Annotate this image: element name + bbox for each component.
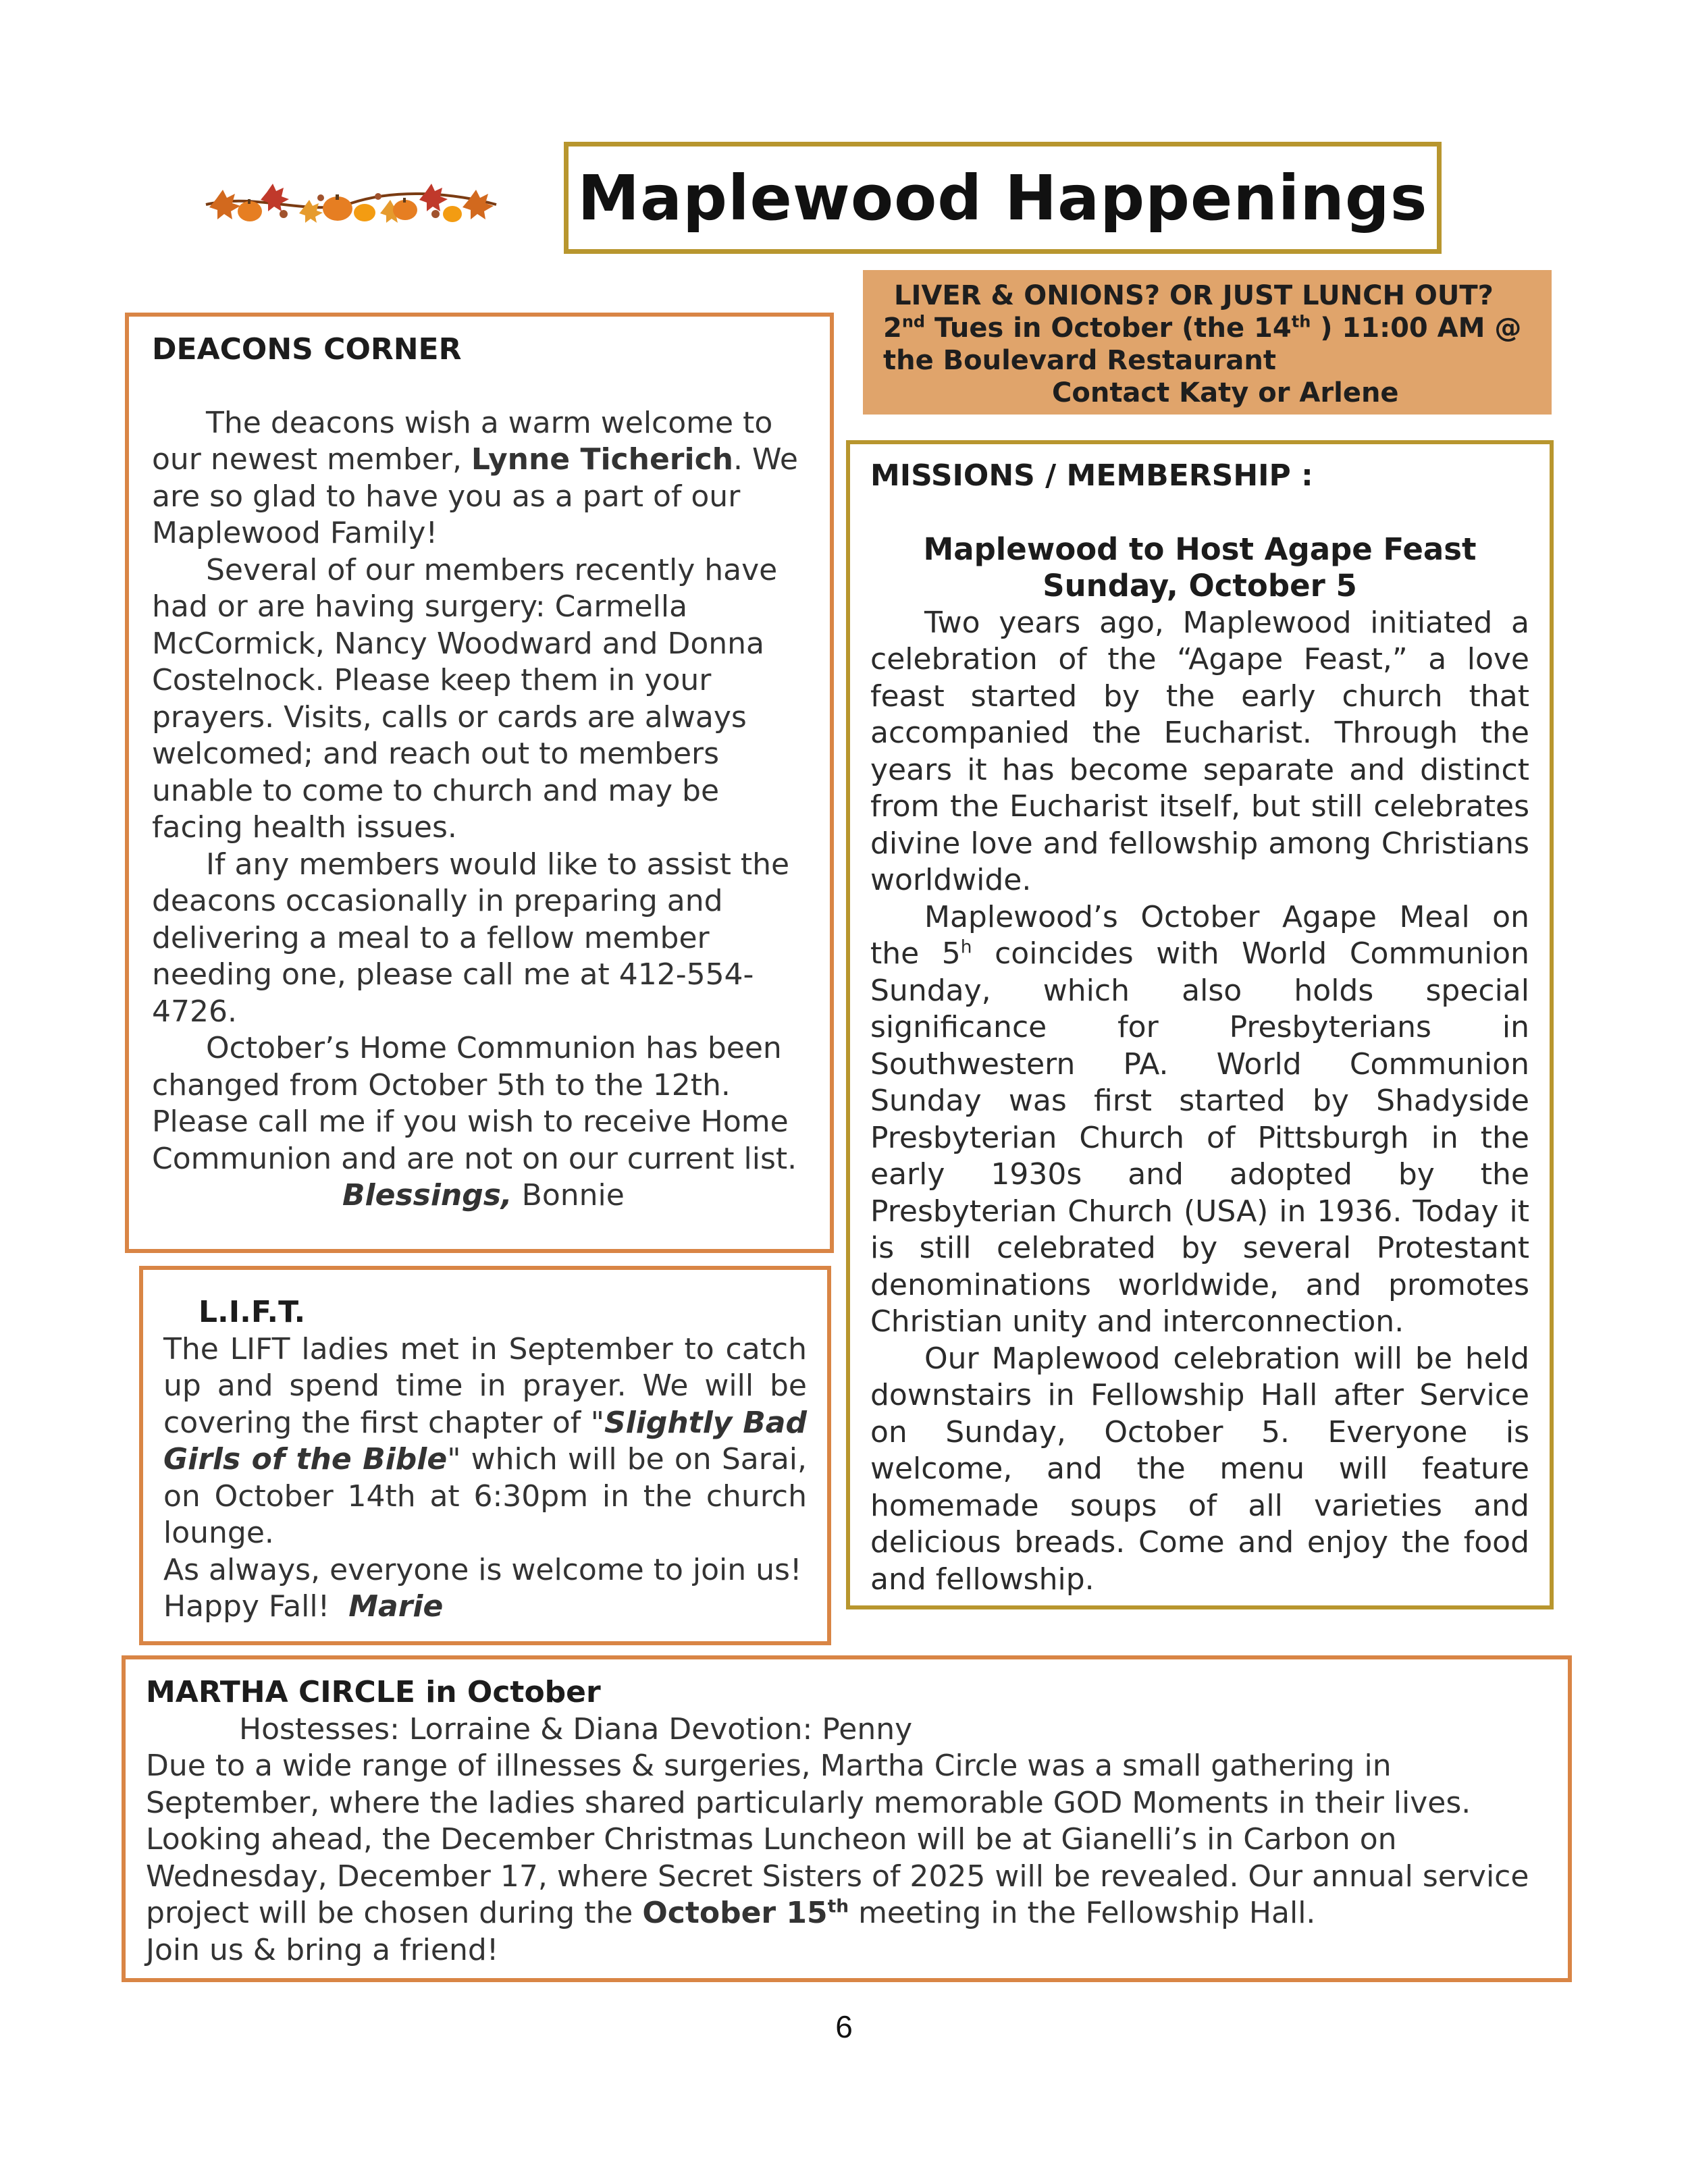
deacons-paragraph: If any members would like to assist the deacons occasionally in preparing and delivering a meal to a fellow member needing one, please call me at 412-554-4726. xyxy=(152,847,790,1029)
lunch-contact: Contact Katy or Arlene xyxy=(1052,377,1399,408)
deacons-paragraph: The deacons wish a warm welcome to our newest member, Lynne Ticherich. We are so glad to have you as a part of our Maplewood Family! xyxy=(152,405,798,550)
lift-section xyxy=(139,1266,916,1645)
lunch-line-1: LIVER & ONIONS? OR JUST LUNCH OUT? xyxy=(894,280,1494,311)
deacons-signature: Blessings, Bonnie xyxy=(342,1178,625,1213)
agape-feast-date: Sunday, October 5 xyxy=(1043,568,1357,604)
deacons-heading: DEACONS CORNER xyxy=(152,332,462,367)
martha-closing: Join us & bring a friend! xyxy=(146,1932,499,1967)
missions-heading: MISSIONS / MEMBERSHIP : xyxy=(870,458,1313,493)
agape-feast-subheading: Maplewood to Host Agape Feast xyxy=(923,531,1477,567)
page-number: 6 xyxy=(835,2009,853,2044)
missions-paragraph: Maplewood’s October Agape Meal on the 5$^h$ coincides with World Communion Sunday, which also holds special significance for Presbyterians in Southwestern PA. World Communion Sunday was first started by Shadyside Presbyterian Church of Pittsburgh in the early 1930s and adopted by the Presbyterian Church (USA) in 1936. Today it is still celebrated by several Protestant denominations worldwide, and promotes Christian unity and interconnection. xyxy=(870,899,1529,1339)
lunch-line-3: the Boulevard Restaurant xyxy=(883,345,1276,376)
lunch-line-2: 2nd Tues in October (the 14th ) 11:00 AM @ xyxy=(883,312,1522,344)
deacons-corner-section xyxy=(125,313,834,1253)
page-title: Maplewood Happenings xyxy=(577,161,1428,234)
deacons-paragraph: October’s Home Communion has been changed from October 5th to the 12th. Please call me if you wish to receive Home Communion and are not on our current list. xyxy=(152,1031,797,1176)
missions-membership-section xyxy=(846,440,1554,1609)
missions-paragraph: Two years ago, Maplewood initiated a celebration of the “Agape Feast,” a love feast started by the early church that accompanied the Eucharist. Through the years it has become separate and distinct from the Eucharist itself, but still celebrates divine love and fellowship among Christians worldwide. xyxy=(870,605,1529,897)
book-title: Slightly Bad Girls of the Bible xyxy=(163,1405,807,1476)
lift-paragraph: The LIFT ladies met in September to catch up and spend time in prayer. We will be covering the first chapter of "Slightly Bad Girls of the Bible" which will be on Sarai, on October 14th at 6:30pm in the church lounge. xyxy=(163,1331,807,1550)
new-member-name: Lynne Ticherich xyxy=(471,442,733,477)
martha-paragraph: Due to a wide range of illnesses & surgeries, Martha Circle was a small gathering in September, where the ladies shared particularly memorable GOD Moments in their lives. Looking ahead, the December Christmas Luncheon will be at Gianelli’s in Carbon on Wednesday, December 17, where Secret Sisters of 2025 will be revealed. Our annual service project will be chosen during the October 15th meeting in the Fellowship Hall. xyxy=(146,1749,1529,1930)
title-banner xyxy=(564,142,1442,254)
deacons-paragraph: Several of our members recently have had or are having surgery: Carmella McCormick, Nancy Woodward and Donna Costelnock. Please keep them in your prayers. Visits, calls or cards are always welcomed; and reach out to members unable to come to church and may be facing health issues. xyxy=(152,552,778,845)
autumn-garland-image xyxy=(203,172,500,236)
martha-circle-section xyxy=(122,1655,1572,1982)
missions-paragraph: Our Maplewood celebration will be held downstairs in Fellowship Hall after Service on Sunday, October 5. Everyone is welcome, and the menu will feature homemade soups of all varieties and delicious breads. Come and enjoy the food and fellowship. xyxy=(870,1341,1529,1597)
lunch-out-notice xyxy=(863,270,1552,415)
lift-paragraph: As always, everyone is welcome to join us! Happy Fall! Marie xyxy=(163,1552,916,1624)
lift-heading: L.I.F.T. xyxy=(199,1295,306,1329)
martha-hostesses: Hostesses: Lorraine & Diana Devotion: Penny xyxy=(239,1711,913,1747)
martha-heading: MARTHA CIRCLE in October xyxy=(146,1675,601,1709)
